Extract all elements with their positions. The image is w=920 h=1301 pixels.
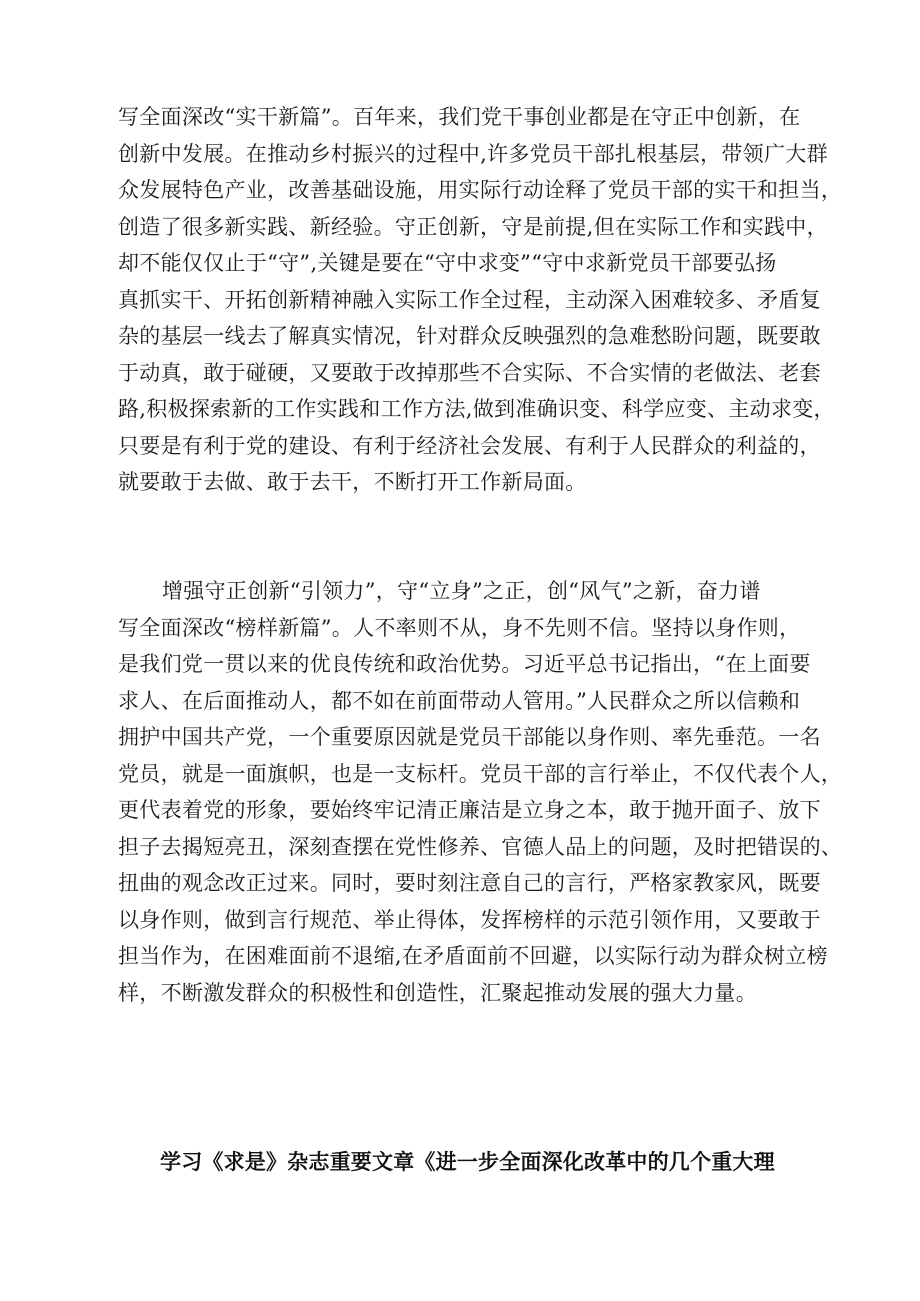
paragraph-line: 样，不断激发群众的积极性和创造性，汇聚起推动发展的强大力量。 <box>118 980 757 1005</box>
paragraph-line: 以身作则，做到言行规范、举止得体，发挥榜样的示范引领作用，又要敢于 <box>118 907 821 932</box>
paragraph-2 <box>118 573 843 1011</box>
paragraph-line: 党员，就是一面旗帜，也是一支标杆。党员干部的言行举止，不仅代表个人， <box>118 761 843 786</box>
paragraph-line: 却不能仅仅止于“守”,关键是要在“守中求变”“守中求新党员干部要弘扬 <box>118 251 777 275</box>
paragraph-line: 创新中发展。在推动乡村振兴的过程中,许多党员干部扎根基层，带领广大群 <box>118 141 828 166</box>
paragraph-line: 创造了很多新实践、新经验。守正创新，守是前提,但在实际工作和实践中， <box>118 214 828 239</box>
paragraph-line: 担子去揭短亮丑，深刻查摆在党性修养、官德人品上的问题，及时把错误的、 <box>118 834 843 859</box>
paragraph-line: 拥护中国共产党，一个重要原因就是党员干部能以身作则、率先垂范。一名 <box>118 725 821 749</box>
paragraph-line: 写全面深改“榜样新篇”。人不率则不从，身不先则不信。坚持以身作则， <box>118 615 801 640</box>
paragraph-line: 于动真，敢于碰硬，又要敢于改掉那些不合实际、不合实情的老做法、老套 <box>118 360 821 385</box>
paragraph-line: 是我们党一贯以来的优良传统和政治优势。习近平总书记指出，“在上面要 <box>118 652 811 676</box>
paragraph-line: 只要是有利于党的建设、有利于经济社会发展、有利于人民群众的利益的， <box>118 433 821 458</box>
paragraph-line: 杂的基层一线去了解真实情况，针对群众反映强烈的急难愁盼问题，既要敢 <box>118 324 821 348</box>
paragraph-line: 真抓实干、开拓创新精神融入实际工作全过程，主动深入困难较多、矛盾复 <box>118 287 821 312</box>
paragraph-line: 扭曲的观念改正过来。同时，要时刻注意自己的言行，严格家教家风，既要 <box>118 871 821 895</box>
paragraph-line: 担当作为，在困难面前不退缩,在矛盾面前不回避，以实际行动为群众树立榜 <box>118 944 828 968</box>
paragraph-line: 就要敢于去做、敢于去干，不断打开工作新局面。 <box>118 470 587 494</box>
paragraph-1 <box>118 99 843 501</box>
paragraph-line: 更代表着党的形象，要始终牢记清正廉洁是立身之本，敢于抛开面子、放下 <box>118 798 821 822</box>
section-heading: 学习《求是》杂志重要文章《进一步全面深化改革中的几个重大理 <box>160 1150 775 1174</box>
paragraph-line: 路,积极探索新的工作实践和工作方法,做到准确识变、科学应变、主动求变， <box>118 397 835 421</box>
paragraph-line: 增强守正创新“引领力”，守“立身”之正，创“风气”之新，奋力谱 <box>162 579 761 603</box>
paragraph-line: 众发展特色产业，改善基础设施，用实际行动诠释了党员干部的实干和担当， <box>118 178 843 202</box>
paragraph-line: 写全面深改“实干新篇”。百年来，我们党干事创业都是在守正中创新，在 <box>118 105 801 129</box>
paragraph-line: 求人、在后面推动人，都不如在前面带动人管用。”人民群众之所以信赖和 <box>118 688 801 713</box>
